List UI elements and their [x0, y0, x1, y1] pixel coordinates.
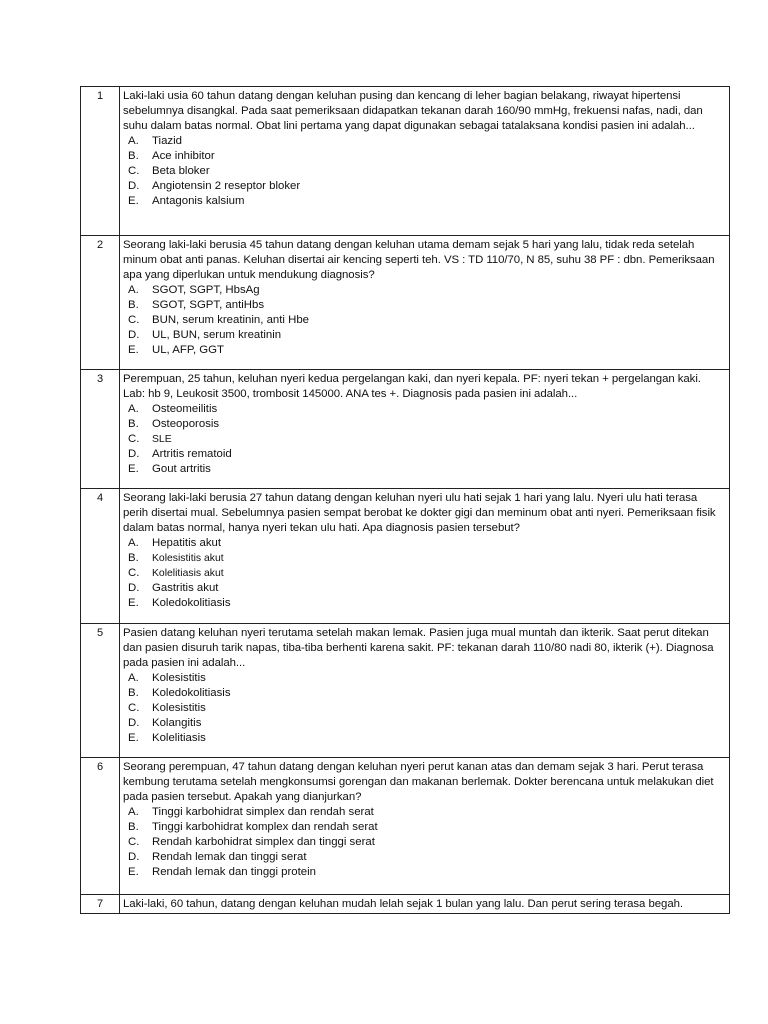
question-content — [120, 895, 730, 914]
option-letter: C. — [128, 165, 140, 177]
option-text: SLE — [152, 434, 172, 445]
question-content — [120, 87, 730, 236]
option-text: BUN, serum kreatinin, anti Hbe — [152, 314, 309, 326]
option-item — [128, 462, 725, 477]
option-item — [128, 686, 725, 701]
option-list — [123, 536, 725, 611]
option-text: UL, AFP, GGT — [152, 344, 224, 356]
option-text: Kolelitiasis akut — [152, 568, 224, 579]
option-letter: D. — [128, 717, 140, 729]
question-row — [81, 489, 730, 624]
option-text: Kolangitis — [152, 717, 202, 729]
option-letter: C. — [128, 836, 140, 848]
option-letter: C. — [128, 702, 140, 714]
option-item — [128, 596, 725, 611]
option-item — [128, 865, 725, 880]
option-item — [128, 164, 725, 179]
option-text: Rendah lemak dan tinggi protein — [152, 866, 317, 878]
option-letter: D. — [128, 851, 140, 863]
option-letter: D. — [128, 582, 140, 594]
option-item — [128, 581, 725, 596]
option-letter: E. — [128, 597, 139, 609]
option-item — [128, 402, 725, 417]
option-letter: A. — [128, 135, 139, 147]
option-letter: E. — [128, 732, 139, 744]
question-number: 7 — [81, 895, 120, 914]
option-text: Tinggi karbohidrat komplex dan rendah serat — [152, 821, 378, 833]
option-item — [128, 313, 725, 328]
option-letter: A. — [128, 537, 139, 549]
question-row — [81, 895, 730, 914]
option-text: Antagonis kalsium — [152, 195, 245, 207]
option-text: Kolesistitis akut — [152, 553, 224, 564]
option-text: UL, BUN, serum kreatinin — [152, 329, 282, 341]
option-text: Kolelitiasis — [152, 732, 206, 744]
option-item — [128, 149, 725, 164]
option-text: Kolesistitis — [152, 672, 206, 684]
option-letter: A. — [128, 403, 139, 415]
option-item — [128, 432, 725, 447]
option-item — [128, 536, 725, 551]
option-letter: D. — [128, 180, 140, 192]
option-text: Tiazid — [152, 135, 182, 147]
option-letter: E. — [128, 344, 139, 356]
question-number: 1 — [81, 87, 120, 236]
option-letter: A. — [128, 672, 139, 684]
option-list — [123, 805, 725, 880]
option-item — [128, 850, 725, 865]
option-letter: B. — [128, 821, 139, 833]
option-letter: D. — [128, 448, 140, 460]
question-number: 3 — [81, 370, 120, 489]
option-item — [128, 566, 725, 581]
question-number: 5 — [81, 624, 120, 758]
option-text: Rendah lemak dan tinggi serat — [152, 851, 307, 863]
option-text: Osteomeilitis — [152, 403, 218, 415]
option-text: Gastritis akut — [152, 582, 219, 594]
question-row — [81, 758, 730, 895]
question-text: Pasien datang keluhan nyeri terutama setelah makan lemak. Pasien juga mual muntah dan ikterik. Saat perut ditekan dan pasien disuruh tarik napas, tiba-tiba berhenti karena sakit. PF: tekanan darah 110/80 nadi 80, ikterik (+). Diagnosa pada pasien ini adalah... — [123, 627, 714, 669]
option-letter: B. — [128, 299, 139, 311]
option-letter: B. — [128, 687, 139, 699]
option-letter: A. — [128, 806, 139, 818]
option-text: Ace inhibitor — [152, 150, 215, 162]
option-letter: B. — [128, 150, 139, 162]
option-text: Osteoporosis — [152, 418, 220, 430]
option-item — [128, 805, 725, 820]
question-text: Laki-laki usia 60 tahun datang dengan keluhan pusing dan kencang di leher bagian belakang, riwayat hipertensi sebelumnya disangkal. Pada saat pemeriksaan didapatkan tekanan darah 160/90 mmHg, frekuensi nafas, nadi, dan suhu dalam batas normal. Obat lini pertama yang dapat digunakan sebagai tatalaksana kondisi pasien ini adalah... — [123, 90, 703, 132]
option-letter: E. — [128, 463, 139, 475]
option-item — [128, 134, 725, 149]
question-content — [120, 236, 730, 370]
question-table — [80, 86, 730, 914]
option-item — [128, 671, 725, 686]
question-text: Seorang perempuan, 47 tahun datang dengan keluhan nyeri perut kanan atas dan demam sejak 3 hari. Perut terasa kembung terutama setelah mengkonsumsi gorengan dan makanan berlemak. Dokter berencana untuk melakukan diet pada pasien tersebut. Apakah yang dianjurkan? — [123, 761, 714, 803]
question-number: 6 — [81, 758, 120, 895]
option-text: SGOT, SGPT, HbsAg — [152, 284, 260, 296]
option-text: Hepatitis akut — [152, 537, 222, 549]
option-item — [128, 716, 725, 731]
option-item — [128, 417, 725, 432]
option-item — [128, 820, 725, 835]
option-text: Angiotensin 2 reseptor bloker — [152, 180, 301, 192]
option-item — [128, 283, 725, 298]
option-text: Beta bloker — [152, 165, 210, 177]
question-row — [81, 370, 730, 489]
question-content — [120, 758, 730, 895]
option-letter: B. — [128, 552, 139, 564]
question-text: Laki-laki, 60 tahun, datang dengan keluhan mudah lelah sejak 1 bulan yang lalu. Dan perut sering terasa begah. — [123, 898, 684, 910]
question-text: Seorang laki-laki berusia 27 tahun datang dengan keluhan nyeri ulu hati sejak 1 hari yang lalu. Nyeri ulu hati terasa perih disertai mual. Sebelumnya pasien sempat berobat ke dokter gigi dan meminum obat anti nyeri. Pemeriksaan fisik dalam batas normal, hanya nyeri tekan ulu hati. Apa diagnosis pasien tersebut? — [123, 492, 716, 534]
option-text: Koledokolitiasis — [152, 597, 231, 609]
question-text: Perempuan, 25 tahun, keluhan nyeri kedua pergelangan kaki, dan nyeri kepala. PF: nyeri tekan + pergelangan kaki. Lab: hb 9, Leukosit 3500, trombosit 145000. ANA tes +. Diagnosis pada pasien ini adalah... — [123, 373, 701, 400]
option-letter: C. — [128, 433, 140, 445]
question-content — [120, 624, 730, 758]
option-list — [123, 671, 725, 746]
option-item — [128, 447, 725, 462]
option-list — [123, 134, 725, 209]
option-text: Gout artritis — [152, 463, 211, 475]
option-letter: E. — [128, 195, 139, 207]
option-letter: A. — [128, 284, 139, 296]
option-item — [128, 835, 725, 850]
question-number: 2 — [81, 236, 120, 370]
option-letter: B. — [128, 418, 139, 430]
option-list — [123, 283, 725, 358]
option-item — [128, 551, 725, 566]
option-item — [128, 179, 725, 194]
question-number: 4 — [81, 489, 120, 624]
option-letter: E. — [128, 866, 139, 878]
option-text: Koledokolitiasis — [152, 687, 231, 699]
option-letter: D. — [128, 329, 140, 341]
option-item — [128, 328, 725, 343]
option-item — [128, 731, 725, 746]
option-text: Artritis rematoid — [152, 448, 232, 460]
option-item — [128, 298, 725, 313]
option-list — [123, 402, 725, 477]
option-letter: C. — [128, 314, 140, 326]
question-content — [120, 489, 730, 624]
option-letter: C. — [128, 567, 140, 579]
option-text: Rendah karbohidrat simplex dan tinggi serat — [152, 836, 375, 848]
question-row — [81, 87, 730, 236]
option-text: Kolesistitis — [152, 702, 206, 714]
option-item — [128, 701, 725, 716]
question-text: Seorang laki-laki berusia 45 tahun datang dengan keluhan utama demam sejak 5 hari yang lalu, tidak reda setelah minum obat anti panas. Keluhan disertai air kencing seperti teh. VS : TD 110/70, N 85, suhu 38 PF : dbn. Pemeriksaan apa yang diperlukan untuk mendukung diagnosis? — [123, 239, 715, 281]
option-item — [128, 343, 725, 358]
question-content — [120, 370, 730, 489]
option-text: SGOT, SGPT, antiHbs — [152, 299, 265, 311]
option-item — [128, 194, 725, 209]
question-row — [81, 236, 730, 370]
option-text: Tinggi karbohidrat simplex dan rendah serat — [152, 806, 374, 818]
question-row — [81, 624, 730, 758]
